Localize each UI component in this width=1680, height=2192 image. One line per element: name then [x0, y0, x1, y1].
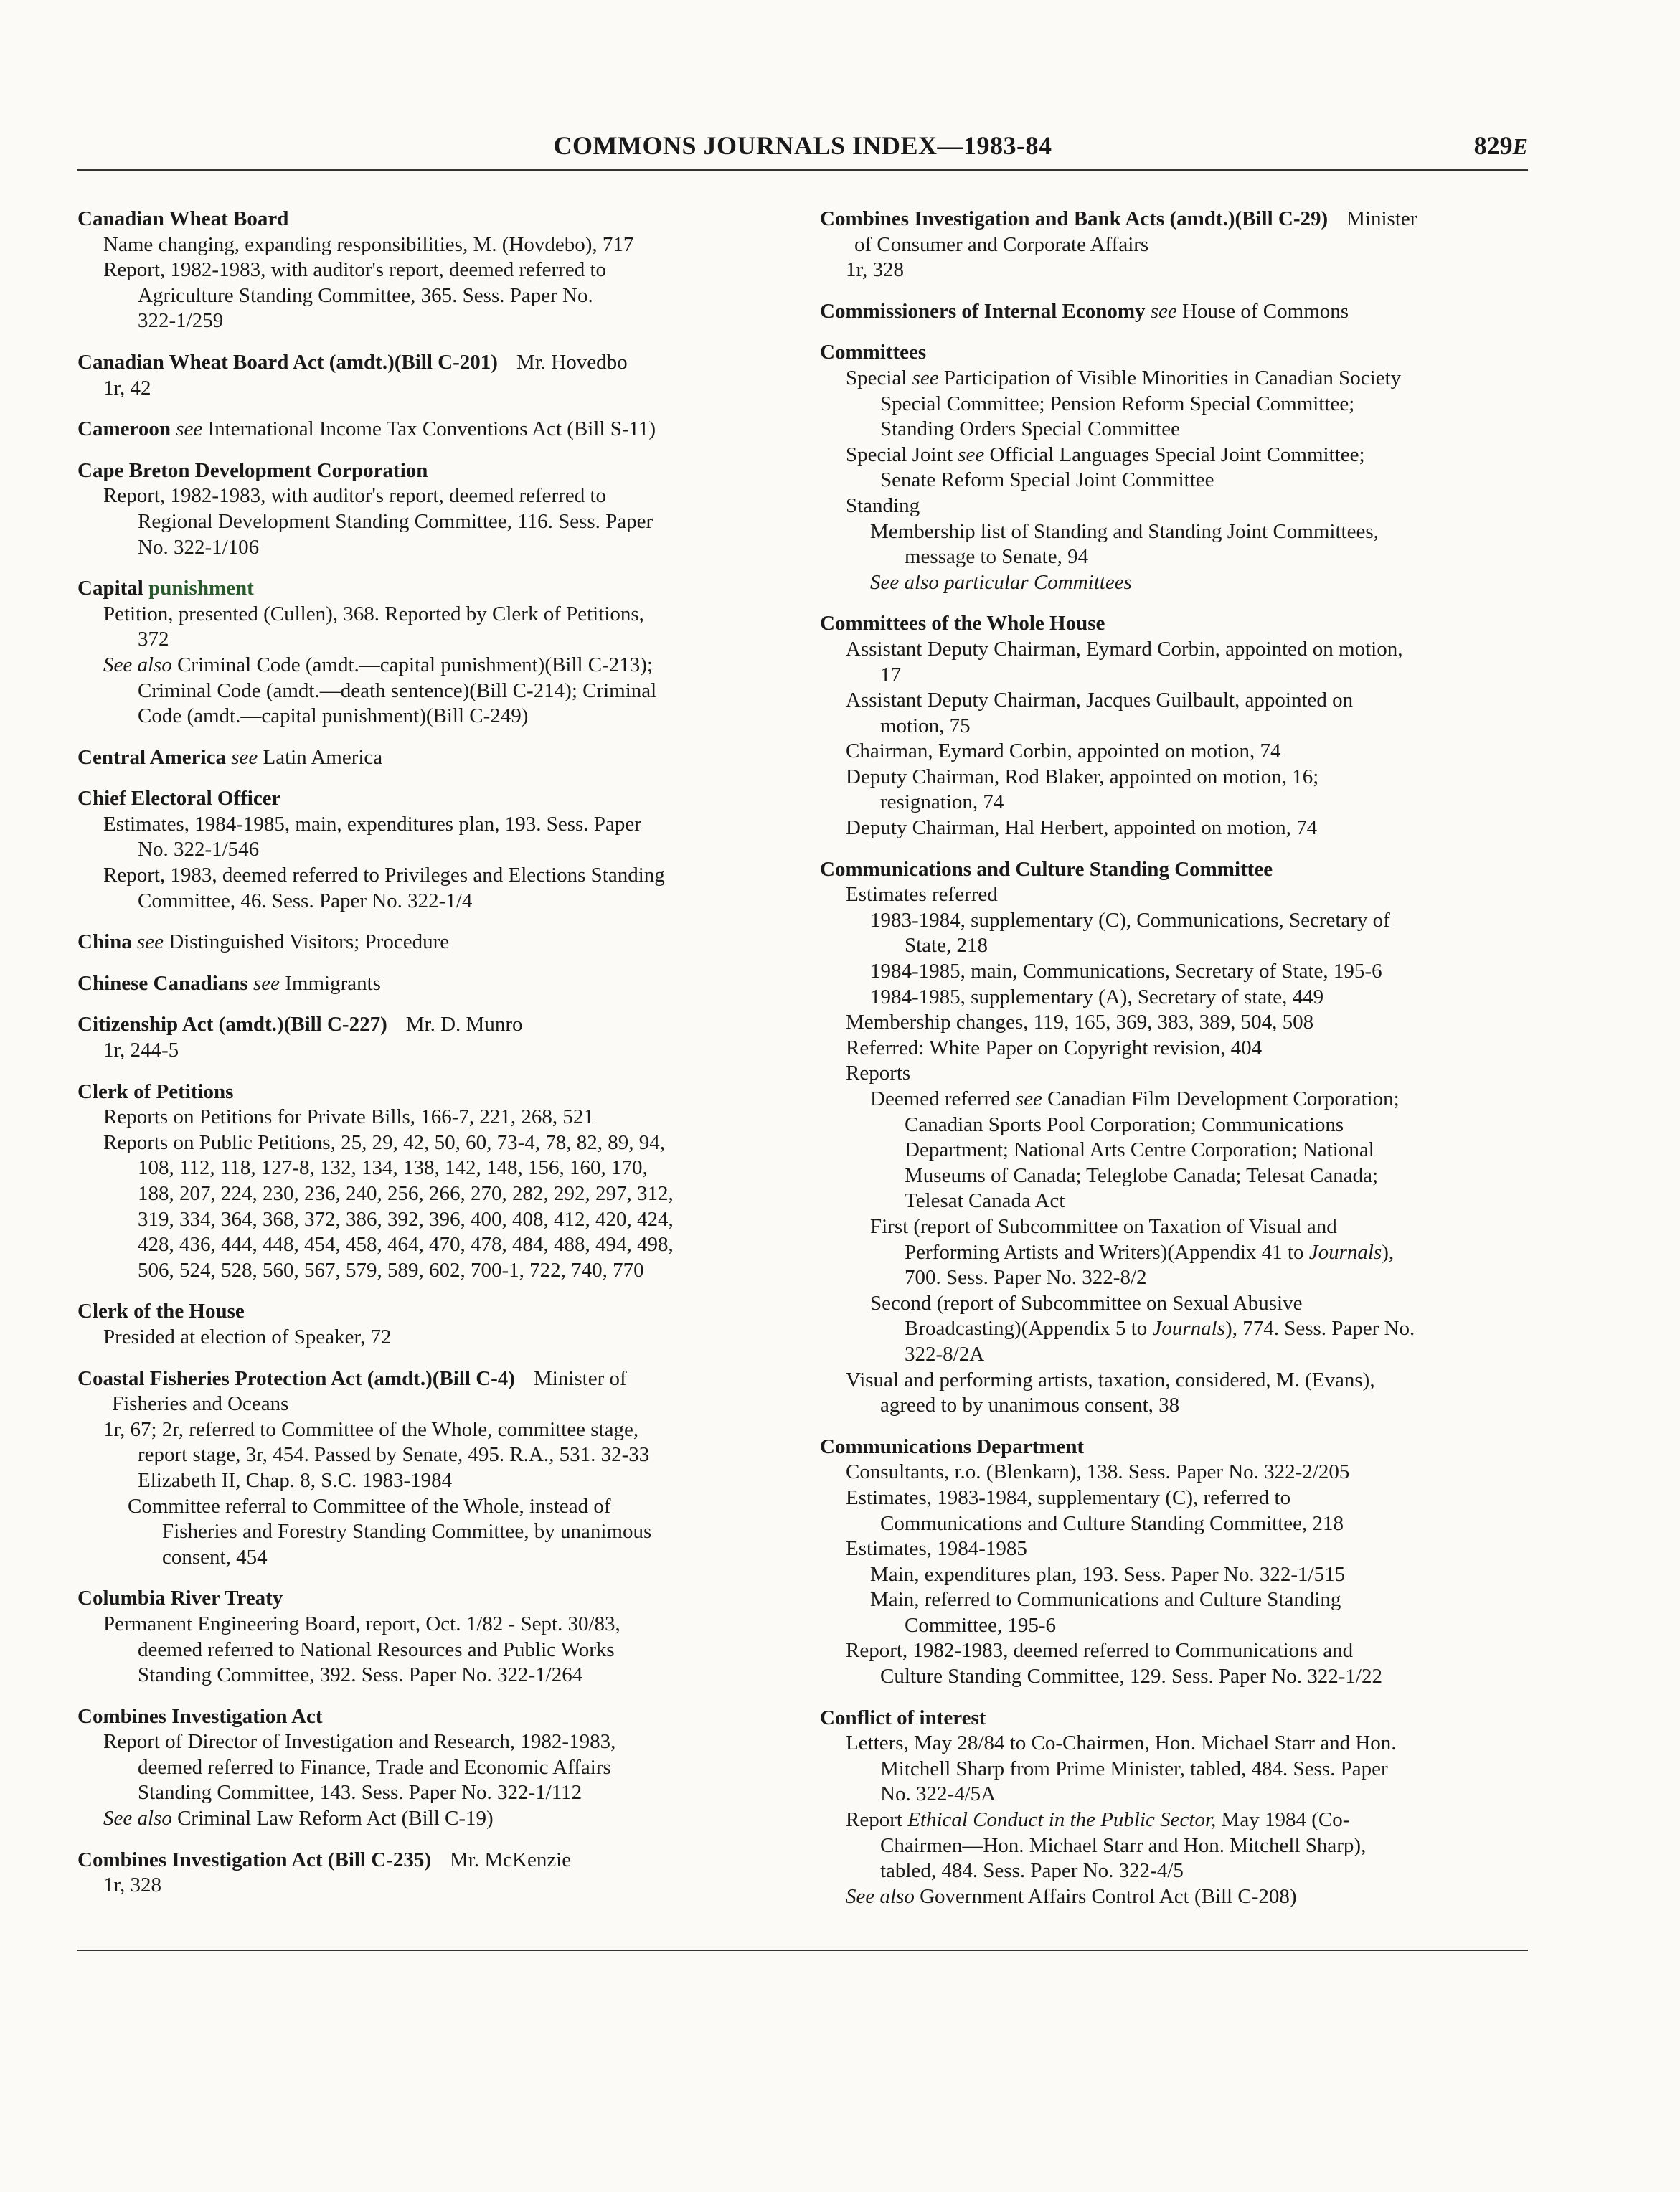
- index-entry: [77, 1080, 795, 1284]
- entry-line: See also Criminal Law Reform Act (Bill C-19): [103, 1807, 494, 1830]
- entry-line: 700. Sess. Paper No. 322-8/2: [905, 1266, 1147, 1290]
- entry-heading: Coastal Fisheries Protection Act (amdt.)(Bill C-4) Minister of: [77, 1366, 627, 1390]
- index-entry: [77, 417, 795, 443]
- entry-line: Permanent Engineering Board, report, Oct. 1/82 - Sept. 30/83,: [103, 1612, 620, 1635]
- entry-line: 1r, 67; 2r, referred to Committee of the Whole, committee stage,: [103, 1417, 639, 1441]
- entry-line: Estimates, 1983-1984, supplementary (C), referred to: [846, 1485, 1291, 1509]
- running-title: COMMONS JOURNALS INDEX—1983-84: [553, 131, 1052, 160]
- entry-line: 1984-1985, supplementary (A), Secretary of state, 449: [870, 985, 1324, 1008]
- page-header: [77, 131, 1528, 171]
- entry-heading: Conflict of interest: [820, 1706, 986, 1729]
- entry-line: 322-1/259: [138, 309, 224, 333]
- entry-line: 372: [138, 628, 169, 651]
- entry-line: Main, expenditures plan, 193. Sess. Paper No. 322-1/515: [870, 1562, 1346, 1586]
- entry-line: Department; National Arts Centre Corporation; National: [905, 1138, 1374, 1162]
- entry-line: Code (amdt.—capital punishment)(Bill C-249): [138, 704, 529, 728]
- index-entry: [77, 1848, 795, 1899]
- entry-line: Letters, May 28/84 to Co-Chairmen, Hon. Michael Starr and Hon.: [846, 1732, 1397, 1755]
- entry-line: Report Ethical Conduct in the Public Sector, May 1984 (Co-: [846, 1808, 1350, 1832]
- entry-heading: Clerk of the House: [77, 1300, 245, 1323]
- index-entry: [820, 207, 1530, 283]
- entry-line: 17: [880, 663, 901, 686]
- entry-heading: Committees: [820, 341, 927, 364]
- entry-heading: Combines Investigation and Bank Acts (amdt.)(Bill C-29) Minister: [820, 207, 1417, 230]
- entry-line: report stage, 3r, 454. Passed by Senate, 495. R.A., 531. 32-33: [138, 1443, 650, 1467]
- index-entry: [820, 1706, 1530, 1910]
- footer-rule: [77, 1950, 1528, 1951]
- entry-line: First (report of Subcommittee on Taxation of Visual and: [870, 1214, 1337, 1238]
- entry-line: 319, 334, 364, 368, 372, 386, 392, 396, 400, 408, 412, 420, 424,: [138, 1207, 674, 1231]
- entry-line: deemed referred to Finance, Trade and Economic Affairs: [138, 1755, 611, 1779]
- entry-heading: Canadian Wheat Board: [77, 207, 289, 230]
- entry-heading: Cape Breton Development Corporation: [77, 458, 428, 482]
- index-entry: [77, 1586, 795, 1688]
- sponsor: Mr. Hovedbo: [516, 350, 628, 374]
- entry-heading: Canadian Wheat Board Act (amdt.)(Bill C-201) Mr. Hovedbo: [77, 350, 628, 374]
- entry-line: deemed referred to National Resources and Public Works: [138, 1638, 615, 1661]
- index-entry: [77, 1012, 795, 1063]
- entry-line: Report, 1982-1983, with auditor's report, deemed referred to: [103, 258, 607, 282]
- entry-line: 108, 112, 118, 127-8, 132, 134, 138, 142, 148, 156, 160, 170,: [138, 1156, 648, 1180]
- entry-line: Referred: White Paper on Copyright revision, 404: [846, 1036, 1263, 1059]
- entry-line: Museums of Canada; Teleglobe Canada; Telesat Canada;: [905, 1163, 1379, 1187]
- entry-line: agreed to by unanimous consent, 38: [880, 1394, 1180, 1417]
- entry-line: 1r, 244-5: [103, 1039, 179, 1062]
- entry-heading: Central America see Latin America: [77, 745, 383, 769]
- index-entry: [77, 1299, 795, 1350]
- index-entry: [77, 350, 795, 401]
- entry-line: Committee, 195-6: [905, 1613, 1057, 1637]
- entry-heading: Clerk of Petitions: [77, 1080, 234, 1103]
- entry-line: Elizabeth II, Chap. 8, S.C. 1983-1984: [138, 1468, 453, 1492]
- index-entry: [77, 576, 795, 729]
- entry-line: Reports on Petitions for Private Bills, 166-7, 221, 268, 521: [103, 1105, 594, 1129]
- entry-line: Assistant Deputy Chairman, Eymard Corbin, appointed on motion,: [846, 637, 1403, 661]
- entry-line: 188, 207, 224, 230, 236, 240, 256, 266, 270, 282, 292, 297, 312,: [138, 1182, 674, 1205]
- entry-heading: China see Distinguished Visitors; Procedure: [77, 930, 450, 954]
- index-entry: [77, 745, 795, 771]
- entry-heading: Capital punishment: [77, 577, 254, 600]
- entry-line: Canadian Sports Pool Corporation; Communications: [905, 1112, 1344, 1136]
- sponsor: Minister: [1346, 207, 1417, 230]
- entry-line: Chairman, Eymard Corbin, appointed on motion, 74: [846, 740, 1281, 763]
- index-entry: [820, 340, 1530, 595]
- entry-line: Membership list of Standing and Standing Joint Committees,: [870, 519, 1379, 543]
- entry-line: Presided at election of Speaker, 72: [103, 1325, 392, 1348]
- index-entry: [77, 207, 795, 334]
- entry-heading: Combines Investigation Act: [77, 1704, 323, 1728]
- entry-line: Consultants, r.o. (Blenkarn), 138. Sess. Paper No. 322-2/205: [846, 1460, 1350, 1484]
- entry-line: 1r, 328: [846, 258, 904, 282]
- entry-heading: Combines Investigation Act (Bill C-235) Mr. McKenzie: [77, 1848, 572, 1871]
- index-entry: [820, 1435, 1530, 1690]
- entry-line: Estimates, 1984-1985: [846, 1537, 1027, 1561]
- entry-line: Standing Committee, 392. Sess. Paper No. 322-1/264: [138, 1663, 583, 1687]
- entry-line: Report, 1983, deemed referred to Privileges and Elections Standing: [103, 864, 665, 887]
- index-entry: [77, 786, 795, 914]
- entry-line: Standing Orders Special Committee: [880, 417, 1181, 441]
- entry-line: 506, 524, 528, 560, 567, 579, 589, 602, 700-1, 722, 740, 770: [138, 1258, 644, 1282]
- entry-line: Estimates referred: [846, 883, 998, 907]
- entry-line: Visual and performing artists, taxation, considered, M. (Evans),: [846, 1368, 1375, 1392]
- entry-line: 1r, 42: [103, 376, 151, 400]
- entry-line: Special Joint see Official Languages Special Joint Committee;: [846, 443, 1365, 466]
- entry-line: Communications and Culture Standing Committee, 218: [880, 1511, 1344, 1535]
- entry-heading: Commissioners of Internal Economy see House of Commons: [820, 299, 1349, 323]
- index-entry: [820, 611, 1530, 841]
- entry-heading: Committees of the Whole House: [820, 612, 1105, 636]
- entry-line: Estimates, 1984-1985, main, expenditures plan, 193. Sess. Paper: [103, 812, 641, 836]
- entry-line: Report, 1982-1983, deemed referred to Communications and: [846, 1639, 1354, 1663]
- entry-line: Membership changes, 119, 165, 369, 383, 389, 504, 508: [846, 1011, 1314, 1034]
- entry-heading: Cameroon see International Income Tax Conventions Act (Bill S-11): [77, 417, 656, 441]
- entry-line: Fisheries and Oceans: [112, 1392, 289, 1416]
- entry-heading: Columbia River Treaty: [77, 1587, 283, 1610]
- sponsor: Mr. D. Munro: [405, 1013, 523, 1036]
- sponsor: Mr. McKenzie: [450, 1848, 572, 1871]
- sponsor: Minister of: [533, 1366, 627, 1390]
- entry-line: Mitchell Sharp from Prime Minister, tabled, 484. Sess. Paper: [880, 1757, 1388, 1780]
- entry-line: Special Committee; Pension Reform Special Committee;: [880, 392, 1355, 415]
- entry-line: 1984-1985, main, Communications, Secretary of State, 195-6: [870, 960, 1382, 983]
- entry-line: State, 218: [905, 934, 988, 958]
- entry-line: Criminal Code (amdt.—death sentence)(Bill C-214); Criminal: [138, 679, 657, 702]
- entry-line: Standing: [846, 493, 920, 517]
- entry-line: Broadcasting)(Appendix 5 to Journals), 774. Sess. Paper No.: [905, 1317, 1415, 1341]
- entry-line: Fisheries and Forestry Standing Committee, by unanimous: [162, 1520, 652, 1544]
- entry-line: Petition, presented (Cullen), 368. Reported by Clerk of Petitions,: [103, 602, 644, 625]
- entry-heading: Communications and Culture Standing Committee: [820, 857, 1273, 881]
- entry-line: See also particular Committees: [870, 570, 1132, 594]
- entry-line: message to Senate, 94: [905, 545, 1089, 569]
- entry-line: See also Government Affairs Control Act (Bill C-208): [846, 1884, 1297, 1908]
- index-entry: [77, 1704, 795, 1832]
- index-entry: [77, 1366, 795, 1571]
- entry-line: Telesat Canada Act: [905, 1189, 1065, 1213]
- entry-line: 428, 436, 444, 448, 454, 458, 464, 470, 478, 484, 488, 494, 498,: [138, 1233, 674, 1257]
- entry-line: Senate Reform Special Joint Committee: [880, 468, 1214, 492]
- entry-line: Standing Committee, 143. Sess. Paper No. 322-1/112: [138, 1781, 582, 1805]
- entry-line: See also Criminal Code (amdt.—capital punishment)(Bill C-213);: [103, 653, 653, 676]
- entry-heading: Chief Electoral Officer: [77, 787, 281, 811]
- index-entry: [820, 299, 1530, 325]
- entry-line: Report of Director of Investigation and Research, 1982-1983,: [103, 1730, 616, 1754]
- entry-heading: Citizenship Act (amdt.)(Bill C-227) Mr. D. Munro: [77, 1013, 523, 1036]
- entry-line: 1983-1984, supplementary (C), Communications, Secretary of: [870, 908, 1390, 932]
- entry-line: consent, 454: [162, 1545, 268, 1569]
- index-entry: [77, 930, 795, 955]
- page-number: 829E: [1473, 131, 1528, 160]
- entry-line: No. 322-1/106: [138, 535, 260, 559]
- entry-line: Regional Development Standing Committee, 116. Sess. Paper: [138, 509, 653, 533]
- entry-line: 1r, 328: [103, 1874, 161, 1897]
- highlighted-word: punishment: [148, 577, 254, 600]
- entry-line: motion, 75: [880, 714, 971, 737]
- entry-heading: Chinese Canadians see Immigrants: [77, 971, 381, 995]
- entry-line: Deputy Chairman, Rod Blaker, appointed on motion, 16;: [846, 765, 1319, 788]
- entry-line: tabled, 484. Sess. Paper No. 322-4/5: [880, 1859, 1184, 1883]
- right-column: [820, 207, 1530, 1925]
- entry-line: Special see Participation of Visible Minorities in Canadian Society: [846, 366, 1402, 389]
- entry-line: Agriculture Standing Committee, 365. Sess. Paper No.: [138, 283, 593, 307]
- entry-line: Main, referred to Communications and Culture Standing: [870, 1588, 1341, 1612]
- entry-line: Committee referral to Committee of the Whole, instead of: [128, 1494, 611, 1518]
- entry-line: Assistant Deputy Chairman, Jacques Guilbault, appointed on: [846, 689, 1354, 712]
- entry-line: No. 322-1/546: [138, 838, 260, 861]
- entry-line: Report, 1982-1983, with auditor's report, deemed referred to: [103, 484, 607, 508]
- entry-line: Chairmen—Hon. Michael Starr and Hon. Mitchell Sharp),: [880, 1833, 1367, 1857]
- entry-line: 322-8/2A: [905, 1342, 985, 1366]
- entry-line: Culture Standing Committee, 129. Sess. Paper No. 322-1/22: [880, 1665, 1382, 1688]
- entry-line: Reports on Public Petitions, 25, 29, 42, 50, 60, 73-4, 78, 82, 89, 94,: [103, 1130, 665, 1154]
- header-rule: [77, 169, 1528, 171]
- index-entry: [820, 857, 1530, 1419]
- entry-line: of Consumer and Corporate Affairs: [854, 232, 1149, 256]
- index-entry: [77, 971, 795, 997]
- index-entry: [77, 458, 795, 560]
- entry-line: No. 322-4/5A: [880, 1782, 996, 1806]
- entry-line: resignation, 74: [880, 790, 1004, 814]
- left-column: [77, 207, 795, 1914]
- entry-line: Reports: [846, 1062, 911, 1085]
- entry-line: Performing Artists and Writers)(Appendix 41 to Journals),: [905, 1240, 1395, 1264]
- entry-line: Deputy Chairman, Hal Herbert, appointed on motion, 74: [846, 816, 1318, 840]
- entry-line: Committee, 46. Sess. Paper No. 322-1/4: [138, 889, 473, 912]
- entry-line: Name changing, expanding responsibilities, M. (Hovdebo), 717: [103, 232, 634, 256]
- entry-line: Deemed referred see Canadian Film Development Corporation;: [870, 1087, 1400, 1110]
- entry-heading: Communications Department: [820, 1435, 1085, 1458]
- entry-line: Second (report of Subcommittee on Sexual Abusive: [870, 1291, 1303, 1315]
